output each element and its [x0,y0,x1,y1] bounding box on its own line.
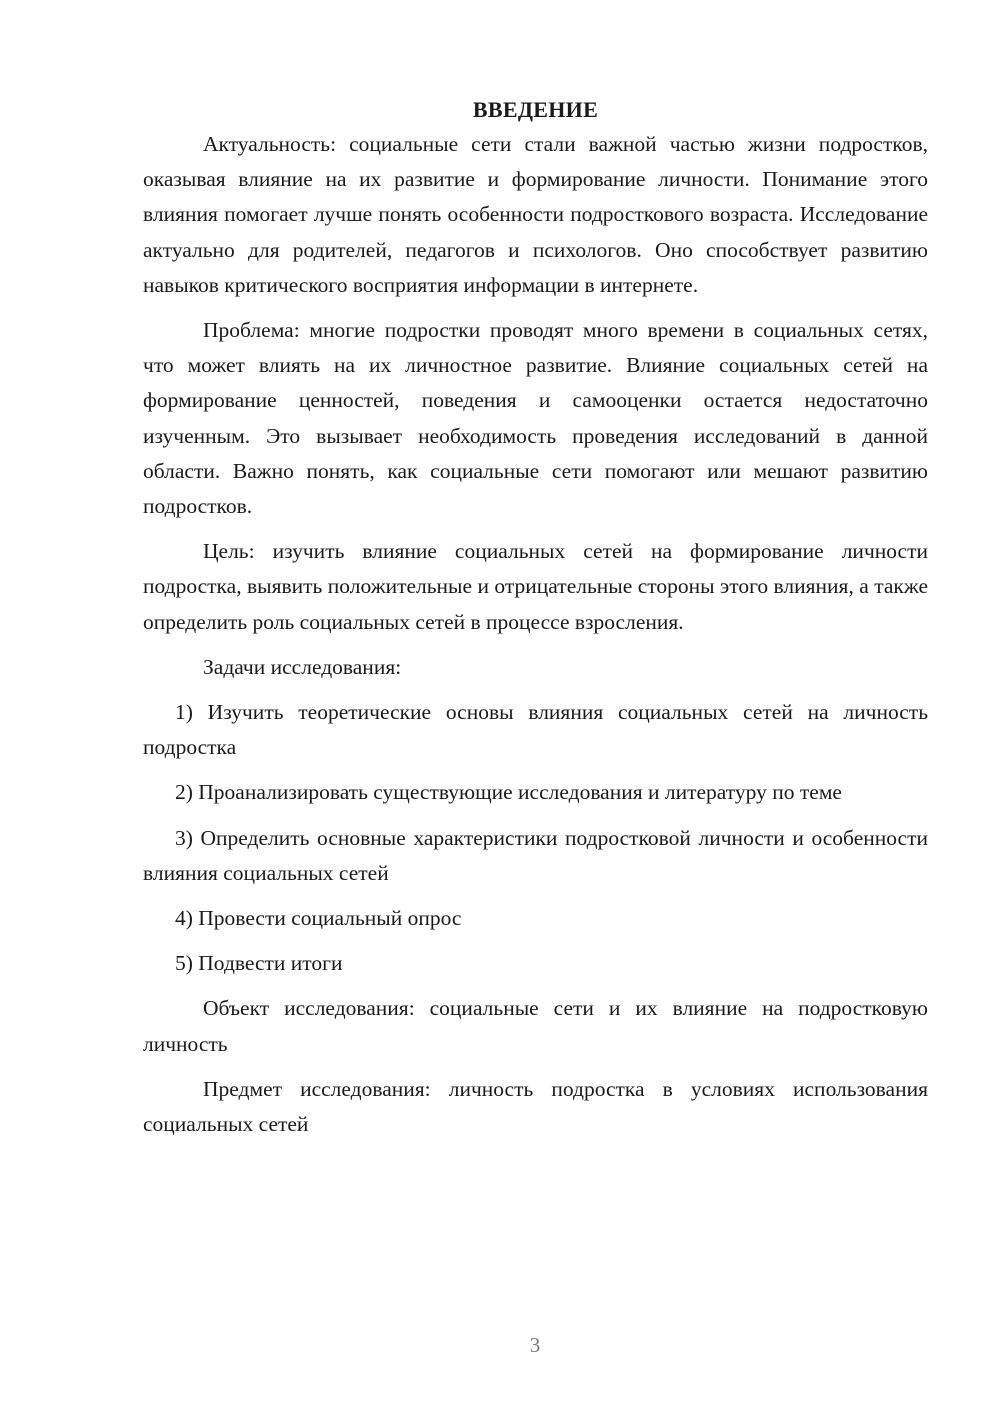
subject-paragraph: Предмет исследования: личность подростка в условиях использования социальных сетей [143,1076,928,1137]
task-item-4: 4) Провести социальный опрос [175,906,462,931]
task-item-5: 5) Подвести итоги [175,951,343,976]
relevance-paragraph: Актуальность: социальные сети стали важной частью жизни подростков, оказывая влияние на их развитие и формирование личности. Понимание этого влияния помогает лучше понять особенности подросткового возраста. Исследование актуально для родителей, педагогов и психологов. Оно способствует развитию навыков критического восприятия информации в интернете. [143,132,928,297]
document-page [143,92,928,1152]
page-number: 3 [529,1333,541,1357]
tasks-heading: Задачи исследования: [203,654,402,679]
task-item-1: 1) Изучить теоретические основы влияния социальных сетей на личность подростка [143,700,928,760]
page-title: ВВЕДЕНИЕ [472,97,599,122]
problem-paragraph: Проблема: многие подростки проводят много времени в социальных сетях, что может влиять на их личностное развитие. Влияние социальных сетей на формирование ценностей, поведения и самооценки остается недостаточно изученным. Это вызывает необходимость проведения исследований в данной области. Важно понять, как социальные сети помогают или мешают развитию подростков. [143,318,928,519]
goal-paragraph: Цель: изучить влияние социальных сетей на формирование личности подростка, выявить положительные и отрицательные стороны этого влияния, а также определить роль социальных сетей в процессе взросления. [143,539,928,634]
task-item-2: 2) Проанализировать существующие исследования и литературу по теме [175,780,842,805]
object-paragraph: Объект исследования: социальные сети и их влияние на подростковую личность [143,996,928,1056]
task-item-3: 3) Определить основные характеристики подростковой личности и особенности влияния социальных сетей [143,825,928,885]
